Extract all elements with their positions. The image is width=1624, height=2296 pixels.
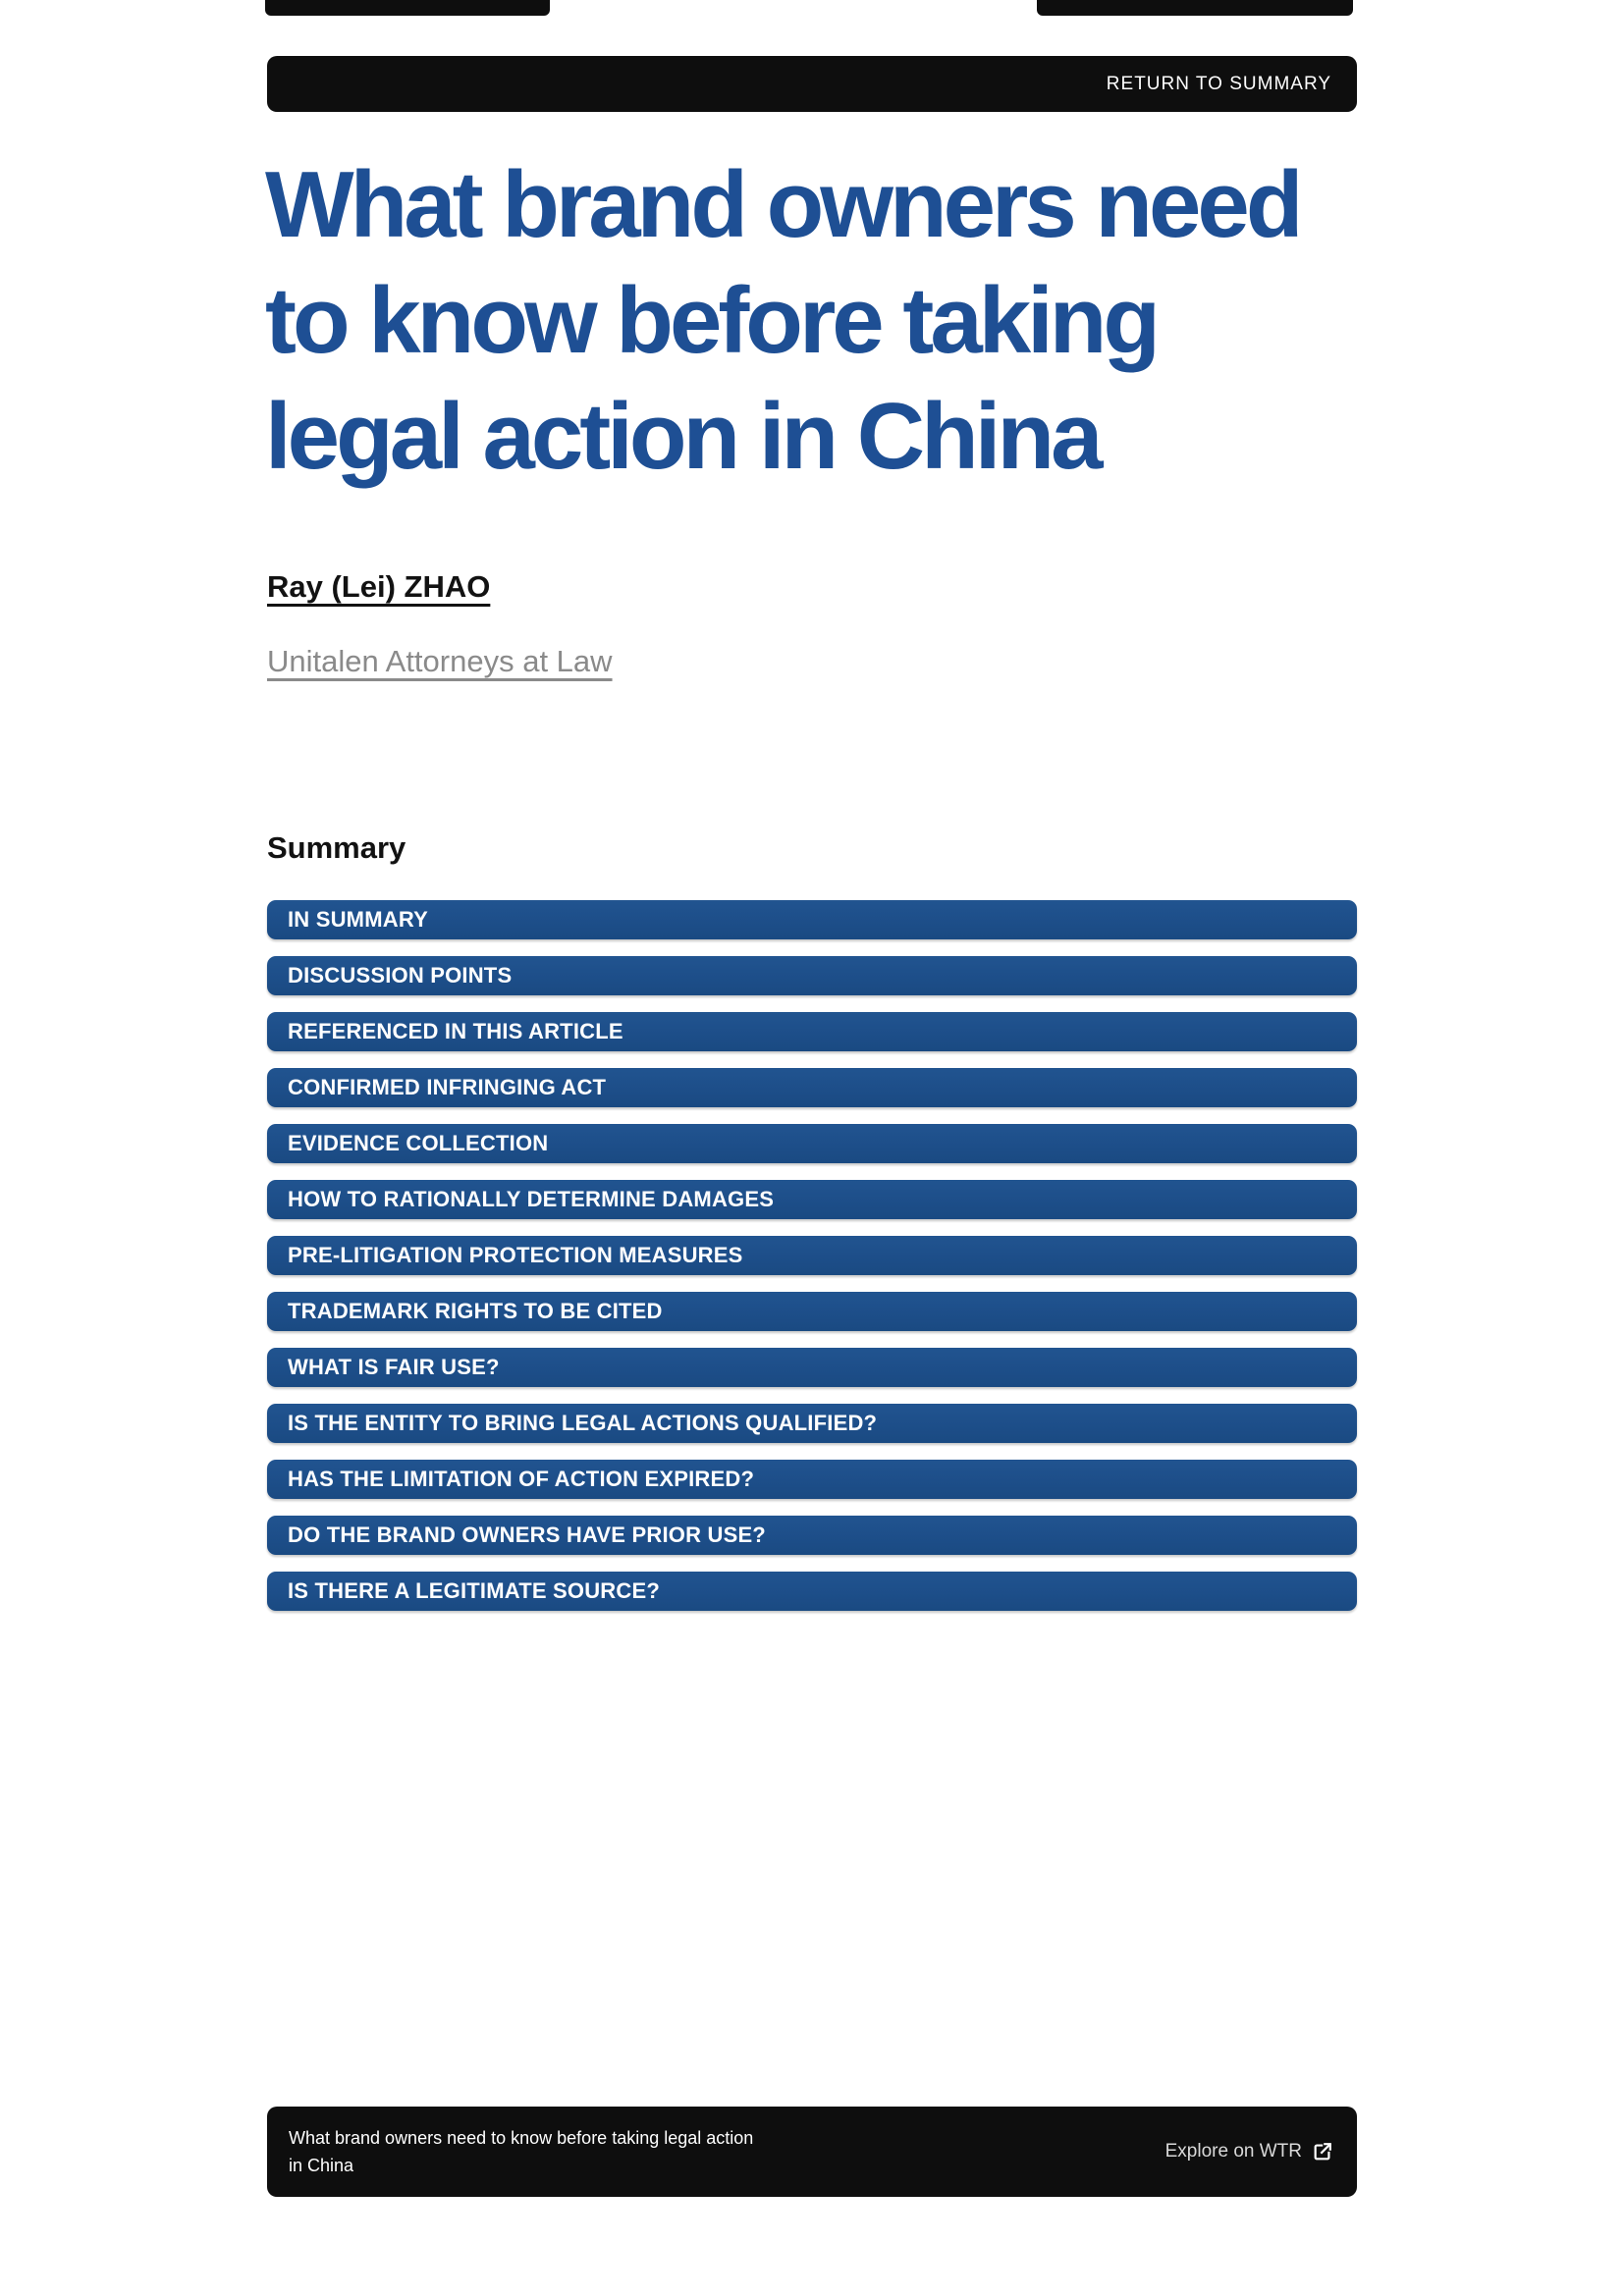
summary-section-link[interactable]: IN SUMMARY: [267, 900, 1357, 939]
footer-article-title-line-1: What brand owners need to know before taking legal action: [289, 2128, 754, 2148]
summary-section-link[interactable]: WHAT IS FAIR USE?: [267, 1348, 1357, 1387]
explore-on-wtr-link[interactable]: [1165, 2141, 1333, 2163]
author-name-link[interactable]: Ray (Lei) ZHAO: [267, 569, 491, 604]
article-title-line-1: What brand owners need: [265, 152, 1300, 257]
summary-section-link[interactable]: IS THERE A LEGITIMATE SOURCE?: [267, 1572, 1357, 1611]
return-to-summary-label: RETURN TO SUMMARY: [1106, 73, 1331, 94]
footer-article-title-line-2: in China: [289, 2156, 354, 2175]
summary-section-link-list: [267, 900, 1357, 1628]
summary-section-link[interactable]: EVIDENCE COLLECTION: [267, 1124, 1357, 1163]
previous-page-remnant-right: [1037, 0, 1353, 16]
summary-section-link[interactable]: HAS THE LIMITATION OF ACTION EXPIRED?: [267, 1460, 1357, 1499]
summary-section-link[interactable]: CONFIRMED INFRINGING ACT: [267, 1068, 1357, 1107]
summary-section-link[interactable]: DO THE BRAND OWNERS HAVE PRIOR USE?: [267, 1516, 1357, 1555]
summary-section-link[interactable]: REFERENCED IN THIS ARTICLE: [267, 1012, 1357, 1051]
article-title: [265, 147, 1384, 495]
footer-article-title: [289, 2124, 753, 2179]
summary-heading: Summary: [267, 830, 406, 865]
page-footer: [267, 2107, 1357, 2197]
summary-section-link[interactable]: IS THE ENTITY TO BRING LEGAL ACTIONS QUALIFIED?: [267, 1404, 1357, 1443]
summary-section-link[interactable]: PRE-LITIGATION PROTECTION MEASURES: [267, 1236, 1357, 1275]
external-link-icon: [1312, 2141, 1333, 2163]
article-title-line-3: legal action in China: [265, 384, 1100, 489]
article-title-line-2: to know before taking: [265, 268, 1158, 373]
explore-on-wtr-label: Explore on WTR: [1164, 2141, 1302, 2162]
author-firm-link[interactable]: Unitalen Attorneys at Law: [267, 644, 613, 678]
summary-section-link[interactable]: TRADEMARK RIGHTS TO BE CITED: [267, 1292, 1357, 1331]
return-to-summary-button[interactable]: [267, 56, 1357, 112]
previous-page-remnant-left: [265, 0, 550, 16]
summary-section-link[interactable]: DISCUSSION POINTS: [267, 956, 1357, 995]
summary-section-link[interactable]: HOW TO RATIONALLY DETERMINE DAMAGES: [267, 1180, 1357, 1219]
